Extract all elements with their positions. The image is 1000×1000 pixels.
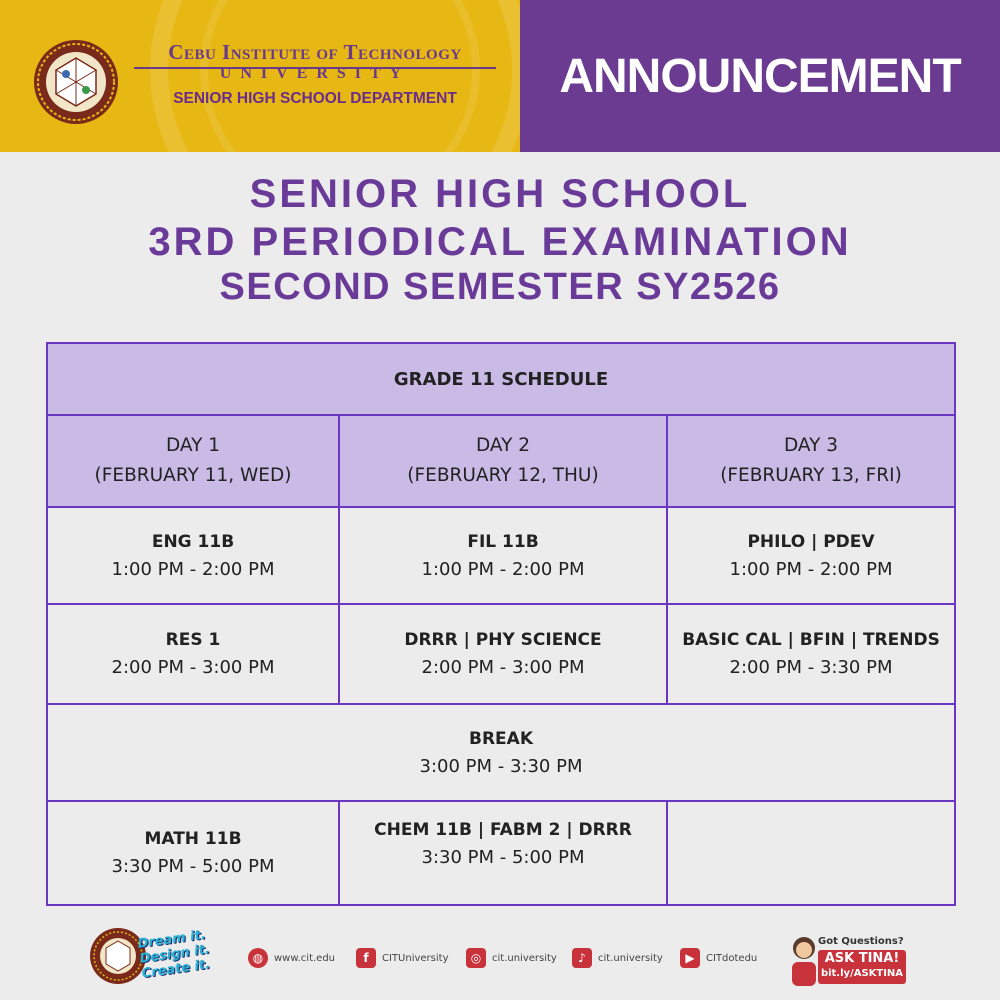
exam-slot (47, 801, 339, 905)
youtube-text: CITdotedu (706, 952, 758, 964)
website-link[interactable] (248, 948, 335, 968)
exam-subject: PHILO | PDEV (747, 531, 875, 552)
exam-slot (47, 604, 339, 704)
schedule-table (46, 342, 956, 906)
exam-subject: RES 1 (165, 630, 221, 650)
break-label: BREAK (469, 728, 533, 749)
instagram-text: cit.university (492, 952, 557, 964)
footer (0, 912, 1000, 1000)
exam-slot (667, 507, 955, 604)
slogan-logo: Dream it. Design it. Create it. (136, 927, 212, 982)
facebook-link[interactable] (356, 948, 448, 968)
tiktok-link[interactable] (572, 948, 663, 968)
website-text: www.cit.edu (274, 952, 336, 964)
exam-subject: DRRR | PHY SCIENCE (404, 630, 602, 650)
day-header (339, 415, 667, 507)
day-label: DAY 2 (475, 435, 531, 456)
title-line-2: 3RD PERIODICAL EXAMINATION (148, 220, 852, 264)
tiktok-text: cit.university (598, 952, 663, 964)
break-slot (47, 704, 955, 801)
day-date: (FEBRUARY 13, FRI) (720, 465, 902, 486)
exam-time: 2:00 PM - 3:30 PM (729, 657, 893, 678)
exam-slot (667, 604, 955, 704)
exam-time: 1:00 PM - 2:00 PM (421, 558, 585, 580)
day-date: (FEBRUARY 11, WED) (94, 465, 292, 486)
exam-subject: BASIC CAL | BFIN | TRENDS (682, 630, 940, 650)
exam-slot (339, 801, 667, 905)
title-line-1: SENIOR HIGH SCHOOL (249, 172, 751, 216)
exam-subject: MATH 11B (144, 829, 242, 849)
instagram-link[interactable] (466, 948, 557, 968)
exam-slot (47, 507, 339, 604)
ask-tina-button[interactable] (818, 950, 906, 984)
schedule-title: GRADE 11 SCHEDULE (47, 343, 955, 415)
instagram-icon: ◎ (466, 948, 486, 968)
exam-time: 3:30 PM - 5:00 PM (421, 847, 585, 868)
facebook-icon: f (356, 948, 376, 968)
day-label: DAY 3 (783, 435, 839, 456)
exam-subject: FIL 11B (467, 531, 539, 552)
header-purple-panel (520, 0, 1000, 152)
ask-tina-link: bit.ly/ASKTINA (820, 968, 904, 979)
announcement-banner: ANNOUNCEMENT (559, 49, 961, 103)
day-header (667, 415, 955, 507)
globe-icon: ◍ (248, 948, 268, 968)
exam-time: 1:00 PM - 2:00 PM (729, 558, 893, 580)
empty-slot (667, 801, 955, 905)
break-time: 3:00 PM - 3:30 PM (419, 755, 583, 777)
exam-subject: CHEM 11B | FABM 2 | DRRR (374, 820, 632, 840)
exam-slot (339, 604, 667, 704)
exam-subject: ENG 11B (151, 531, 235, 552)
exam-slot (339, 507, 667, 604)
help-question: Got Questions? (818, 936, 904, 947)
tiktok-icon: ♪ (572, 948, 592, 968)
header-gold-panel (0, 0, 520, 152)
exam-time: 1:00 PM - 2:00 PM (111, 558, 275, 580)
day-header (47, 415, 339, 507)
cit-seal-logo (32, 38, 120, 126)
day-date: (FEBRUARY 12, THU) (407, 465, 599, 486)
exam-time: 3:30 PM - 5:00 PM (111, 856, 275, 877)
exam-time: 2:00 PM - 3:00 PM (111, 657, 275, 678)
institution-sub: UNIVERSITY (219, 65, 411, 82)
department-name: SENIOR HIGH SCHOOL DEPARTMENT (173, 90, 457, 107)
youtube-icon: ▶ (680, 948, 700, 968)
youtube-link[interactable] (680, 948, 757, 968)
exam-time: 2:00 PM - 3:00 PM (421, 657, 585, 678)
day-label: DAY 1 (165, 435, 221, 456)
facebook-text: CITUniversity (382, 952, 449, 964)
ask-tina-label: ASK TINA! (824, 951, 900, 966)
institution-name-text: Cebu Institute of Technology (168, 40, 462, 64)
title-line-3: SECOND SEMESTER SY2526 (219, 266, 781, 308)
